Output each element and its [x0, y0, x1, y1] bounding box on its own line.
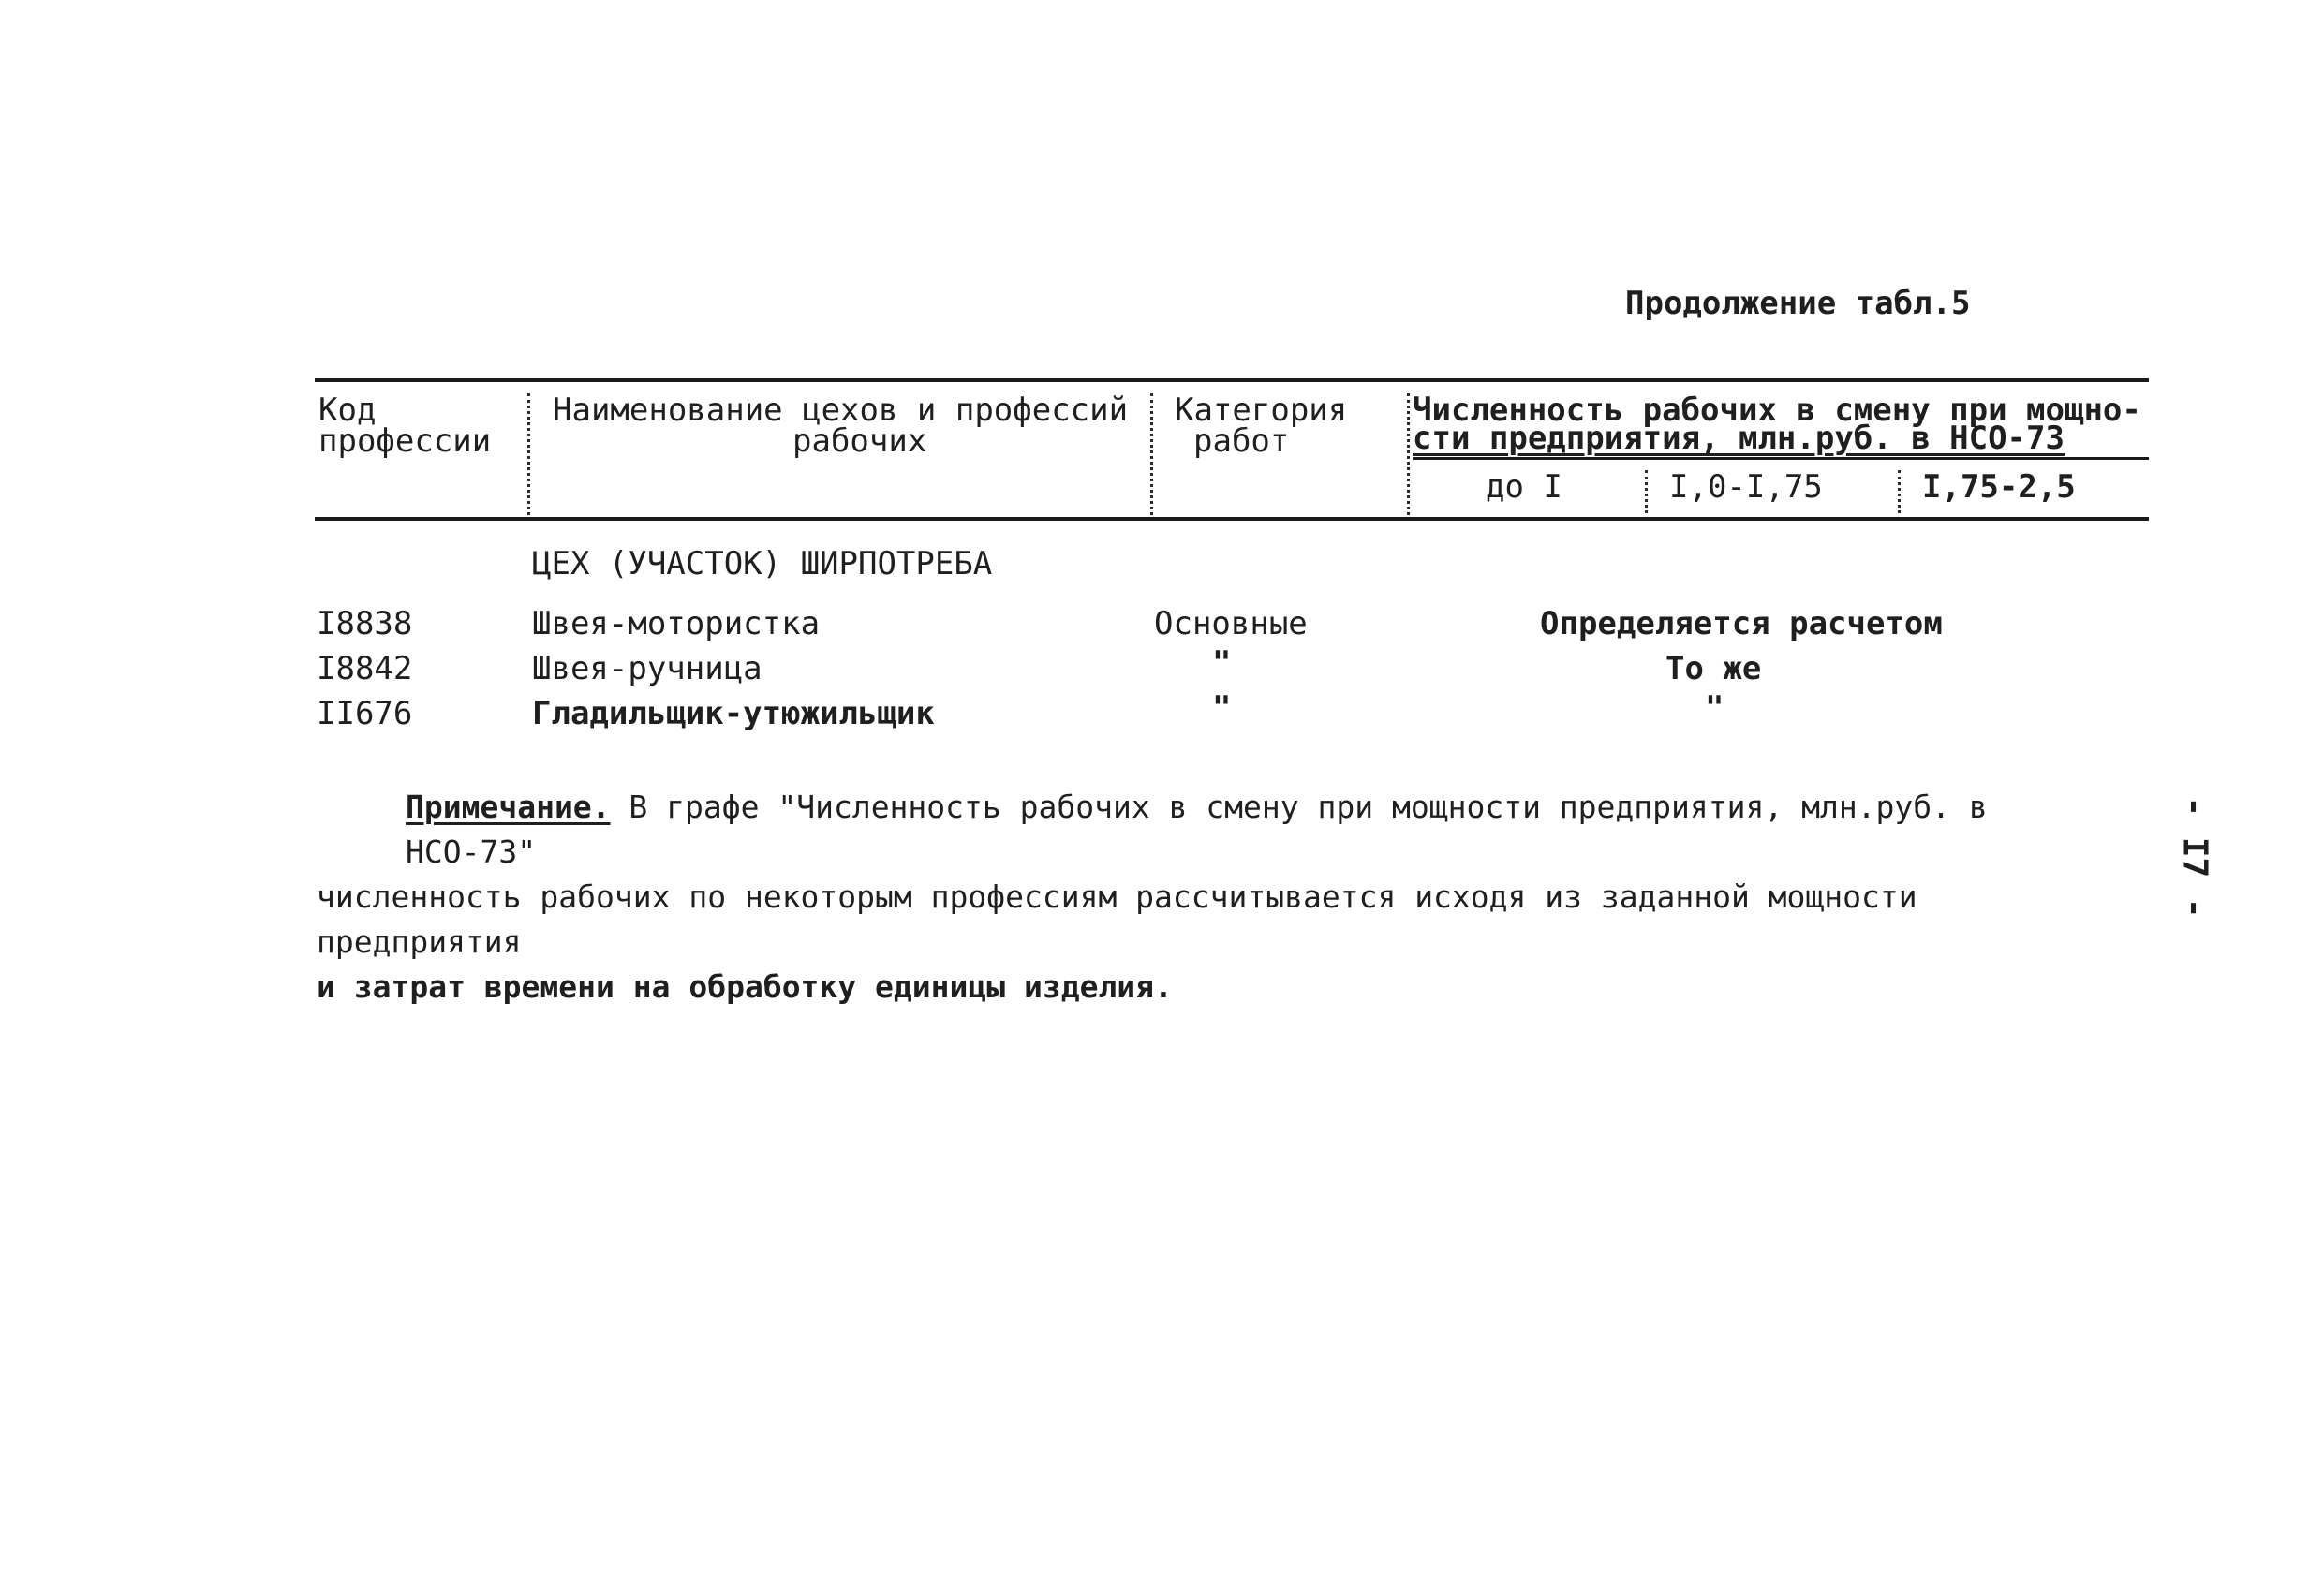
- table-continuation-caption: Продолжение табл.5: [1625, 285, 1971, 322]
- table-row-code: I8838: [317, 605, 413, 642]
- header-divider-1: [527, 393, 530, 515]
- note-line-2: численность рабочих по некоторым профессиям рассчитывается исходя из заданной мощности предприятия: [317, 878, 1917, 960]
- table-row-code: II676: [317, 695, 413, 732]
- table-row-name: Швея-мотористка: [532, 605, 821, 642]
- header-divider-5: [1898, 470, 1901, 513]
- header-name-line1: Наименование цехов и профессий: [553, 391, 1129, 429]
- page-number: [2171, 795, 2218, 919]
- header-category-line1: Категория: [1175, 391, 1348, 429]
- header-divider-4: [1645, 470, 1648, 513]
- header-divider-3: [1407, 393, 1410, 515]
- header-name-line2: рабочих: [792, 422, 927, 460]
- section-title: ЦЕХ (УЧАСТОК) ШИРПОТРЕБА: [532, 545, 993, 583]
- table-row-category: ": [1212, 689, 1232, 727]
- header-count-col-2: I,0-I,75: [1669, 468, 1823, 506]
- table-row-count: Определяется расчетом: [1540, 605, 1943, 642]
- header-count-group-line1: Численность рабочих в смену при мощно-: [1413, 391, 2141, 429]
- table-row-code: I8842: [317, 650, 413, 687]
- note-line-1: В графе "Численность рабочих в смену при мощности предприятия, млн.руб. в НСО-73": [406, 789, 1988, 870]
- header-code-line2: профессии: [318, 422, 492, 460]
- page-number-text: - I7 -: [2175, 795, 2214, 919]
- header-category-line2: работ: [1193, 422, 1290, 460]
- header-count-group-line2: сти предприятия, млн.руб. в НСО-73: [1413, 420, 2065, 457]
- table-row-name: Швея-ручница: [532, 650, 762, 687]
- table-row-category: Основные: [1154, 605, 1308, 642]
- table-row-count: ": [1705, 689, 1724, 727]
- note-label: Примечание.: [406, 789, 611, 825]
- count-group-rule: [1413, 457, 2149, 460]
- header-code-line1: Код: [318, 391, 377, 429]
- note-paragraph: [317, 785, 2126, 1010]
- table-row-count: То же: [1665, 650, 1762, 687]
- table-row-category: ": [1212, 644, 1232, 682]
- table-row-name: Гладильщик-утюжильщик: [532, 695, 935, 732]
- table-top-rule: [315, 378, 2149, 382]
- header-bottom-rule: [315, 517, 2149, 521]
- note-line-3: и затрат времени на обработку единицы изделия.: [317, 968, 1173, 1005]
- header-divider-2: [1150, 393, 1153, 515]
- header-count-col-1: до I: [1486, 468, 1562, 506]
- header-count-col-3: I,75-2,5: [1922, 468, 2076, 506]
